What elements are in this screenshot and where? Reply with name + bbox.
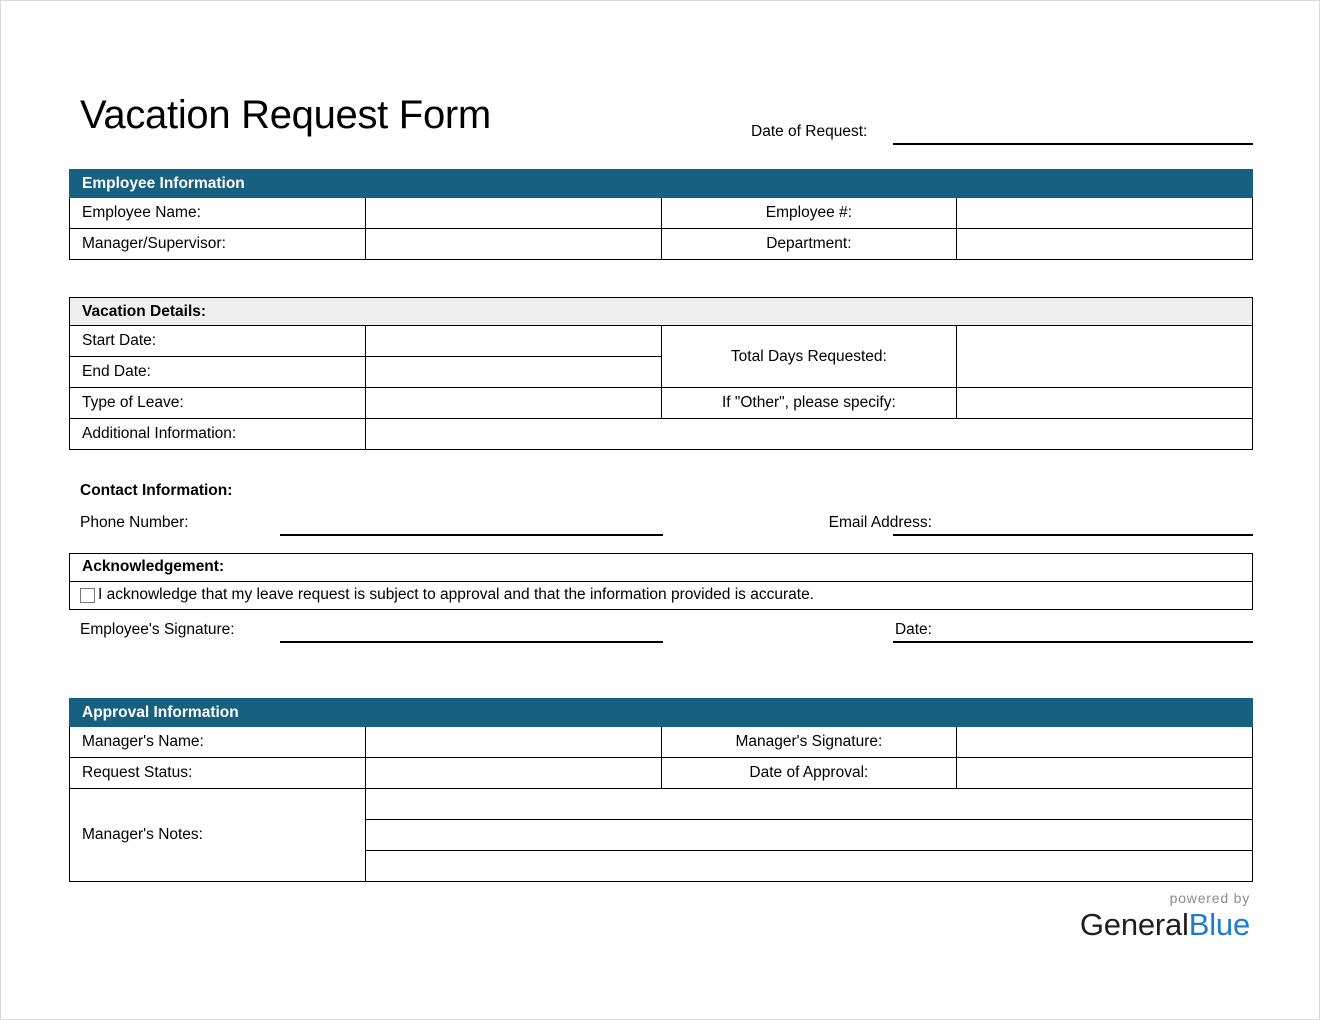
employee-information-header: Employee Information <box>70 170 1253 198</box>
additional-information-input[interactable] <box>365 419 1252 450</box>
section-header-row <box>70 699 1253 727</box>
additional-information-label: Additional Information: <box>70 419 366 450</box>
employee-name-label: Employee Name: <box>70 198 366 229</box>
employee-signature-row <box>69 610 1253 650</box>
acknowledgement-box <box>69 553 1253 610</box>
manager-supervisor-input[interactable] <box>365 229 661 260</box>
approval-information-table <box>69 698 1253 882</box>
brand-name-second: Blue <box>1188 907 1250 942</box>
acknowledgement-header: Acknowledgement: <box>70 554 1252 582</box>
type-of-leave-label: Type of Leave: <box>70 388 366 419</box>
phone-number-label: Phone Number: <box>80 514 189 531</box>
type-of-leave-input[interactable] <box>365 388 661 419</box>
date-of-approval-label: Date of Approval: <box>661 758 957 789</box>
request-status-label: Request Status: <box>70 758 366 789</box>
form-sheet <box>69 1 1253 882</box>
other-specify-input[interactable] <box>957 388 1253 419</box>
managers-name-label: Manager's Name: <box>70 727 366 758</box>
table-row <box>70 198 1253 229</box>
department-input[interactable] <box>957 229 1253 260</box>
brand-name-first: General <box>1079 907 1189 942</box>
start-date-input[interactable] <box>365 326 661 357</box>
managers-notes-label: Manager's Notes: <box>70 789 366 882</box>
generalblue-logo <box>850 907 1250 943</box>
date-of-request-input[interactable] <box>893 143 1253 145</box>
spacer <box>69 260 1253 297</box>
other-specify-label: If "Other", please specify: <box>661 388 957 419</box>
table-row <box>70 789 1253 820</box>
acknowledgement-checkbox[interactable] <box>80 588 95 603</box>
total-days-requested-input[interactable] <box>957 326 1253 388</box>
vacation-details-table <box>69 297 1253 450</box>
signature-date-input[interactable] <box>893 641 1253 643</box>
section-header-row <box>70 298 1253 326</box>
employee-number-input[interactable] <box>957 198 1253 229</box>
contact-information-block <box>69 481 1253 553</box>
signature-date-label: Date: <box>894 621 932 638</box>
section-header-row <box>70 170 1253 198</box>
table-row <box>70 229 1253 260</box>
email-address-input[interactable] <box>893 534 1253 536</box>
employee-information-table <box>69 169 1253 260</box>
managers-signature-input[interactable] <box>957 727 1253 758</box>
contact-information-header: Contact Information: <box>80 482 233 499</box>
spacer <box>69 650 1253 698</box>
table-row <box>70 388 1253 419</box>
employee-signature-input[interactable] <box>280 641 663 643</box>
managers-signature-label: Manager's Signature: <box>661 727 957 758</box>
table-row <box>70 727 1253 758</box>
managers-notes-input-line-3[interactable] <box>365 851 1252 882</box>
date-of-request-label: Date of Request: <box>751 123 868 140</box>
department-label: Department: <box>661 229 957 260</box>
managers-name-input[interactable] <box>365 727 661 758</box>
spacer <box>69 450 1253 481</box>
end-date-label: End Date: <box>70 357 366 388</box>
table-row <box>70 419 1253 450</box>
managers-notes-input-line-2[interactable] <box>365 820 1252 851</box>
footer-branding <box>850 889 1250 943</box>
start-date-label: Start Date: <box>70 326 366 357</box>
vacation-details-header: Vacation Details: <box>70 298 1253 326</box>
email-address-label: Email Address: <box>828 514 932 531</box>
employee-number-label: Employee #: <box>661 198 957 229</box>
page-title: Vacation Request Form <box>80 93 491 137</box>
approval-information-header: Approval Information <box>70 699 1253 727</box>
table-row <box>70 758 1253 789</box>
employee-signature-label: Employee's Signature: <box>80 621 235 638</box>
total-days-requested-label: Total Days Requested: <box>661 326 957 388</box>
phone-number-input[interactable] <box>280 534 663 536</box>
powered-by-label: powered by <box>1169 890 1250 906</box>
manager-supervisor-label: Manager/Supervisor: <box>70 229 366 260</box>
managers-notes-input-line-1[interactable] <box>365 789 1252 820</box>
end-date-input[interactable] <box>365 357 661 388</box>
acknowledgement-statement: I acknowledge that my leave request is subject to approval and that the information provided is accurate. <box>98 586 814 603</box>
title-row <box>69 89 1253 151</box>
request-status-input[interactable] <box>365 758 661 789</box>
acknowledgement-row <box>70 582 1252 609</box>
employee-name-input[interactable] <box>365 198 661 229</box>
date-of-approval-input[interactable] <box>957 758 1253 789</box>
table-row <box>70 326 1253 357</box>
